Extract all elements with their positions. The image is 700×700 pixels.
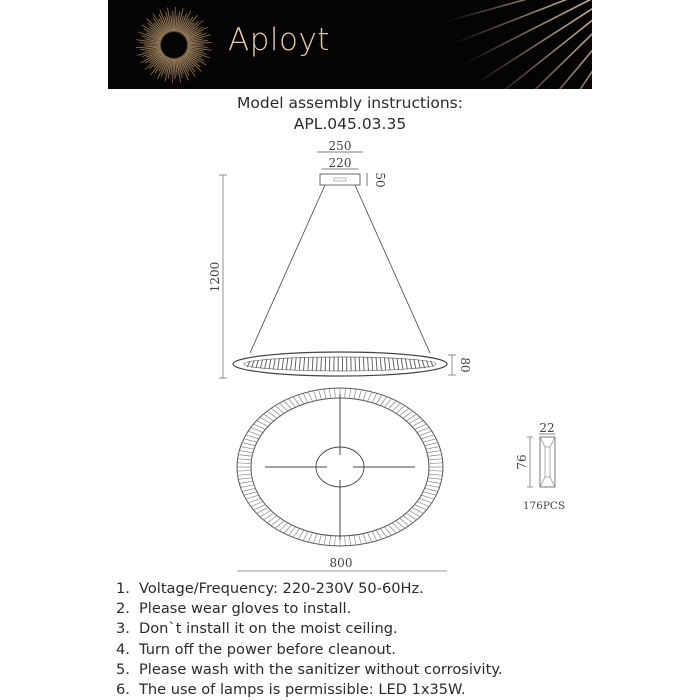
suspension-cable-right: [355, 185, 430, 353]
instruction-item: 1. Voltage/Frequency: 220-230V 50-60Hz.: [116, 580, 424, 597]
canopy-inner-width-label: 220: [328, 156, 352, 170]
model-number: APL.045.03.35: [293, 115, 407, 133]
instruction-item: 2. Please wear gloves to install.: [116, 600, 352, 618]
ceiling-canopy: [320, 174, 360, 185]
crystal-height-label: 76: [515, 454, 529, 470]
instruction-item: 4. Turn off the power before cleanout.: [116, 640, 396, 658]
instructions-list: [116, 579, 503, 700]
diameter-label: 800: [329, 556, 353, 570]
ring-height-label: 80: [458, 357, 472, 373]
document-title: Model assembly instructions:: [237, 94, 463, 112]
instruction-item: 6. The use of lamps is permissible: LED 1x35W.: [116, 681, 466, 699]
brand-name: Aployt: [228, 22, 330, 58]
suspension-cable-left: [250, 185, 325, 353]
crystal-count-label: 176PCS: [522, 500, 566, 512]
ring-side-view: [233, 352, 447, 376]
total-height-label: 1200: [208, 261, 222, 293]
ring-top-view: [237, 388, 443, 546]
instruction-item: 5. Please wash with the sanitizer without corrosivity.: [116, 660, 503, 678]
crystal-width-label: 22: [539, 421, 555, 435]
instruction-item: 3. Don`t install it on the moist ceiling.: [116, 620, 398, 638]
canopy-width-label: 250: [328, 139, 352, 153]
crystal-detail-drawing: [527, 434, 555, 487]
canopy-height-label: 50: [373, 172, 387, 188]
